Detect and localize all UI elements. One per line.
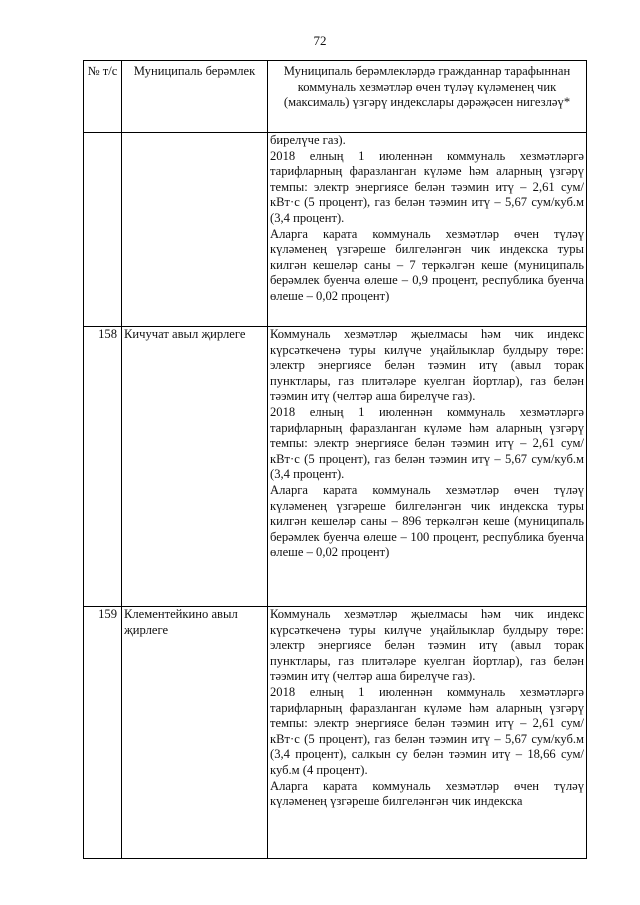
page-number: 72: [313, 33, 327, 48]
row-number: 158: [84, 327, 122, 607]
description-paragraph: 2018 елның 1 июленнән коммуналь хезмәтләргә тарифларның фаразланган күләме һәм аларның үзгәрү темпы: электр энергиясе белән тәэмин итү – 2,61 сум/кВт·с (5 процент), газ белән тәэмин итү – 5,67 сум/куб.м (3,4 процент).: [270, 404, 584, 482]
description-paragraph: 2018 елның 1 июленнән коммуналь хезмәтләргә тарифларның фаразланган күләме һәм аларның үзгәрү темпы: электр энергиясе белән тәэмин итү – 2,61 сум/кВт·с (5 процент), газ белән тәэмин итү – 5,67 сум/куб.м (3,4 процент), салкын су белән тәэмин итү – 18,66 сум/куб.м (4 процент).: [270, 684, 584, 777]
row-description: [268, 607, 587, 859]
description-paragraph: Коммуналь хезмәтләр җыелмасы һәм чик индекс күрсәткеченә туры килүче уңайлыклар булдыру төре: электр энергиясе белән тәэмин итү (авыл торак пунктлары, газ плитәләре куелган йортлар), газ белән тәэмин итү (челтәр аша бирелүче газ).: [270, 607, 584, 684]
table-row: [84, 607, 587, 859]
header-description: Муниципаль берәмлекләрдә гражданнар тарафыннан коммуналь хезмәтләр өчен түләү күләменең чик (максималь) үзгәрү индекслары дәрәҗәсен нигезләү*: [268, 61, 587, 133]
description-paragraph: Аларга карата коммуналь хезмәтләр өчен түләү күләменең үзгәреше билгеләнгән чик индекска туры килгән кешеләр саны – 7 теркәлгән кеше (муниципаль берәмлек буенча өлеше – 0,9 процент, республика буенча өлеше – 0,02 процент): [270, 226, 584, 303]
header-municipality: Муниципаль берәмлек: [122, 61, 268, 133]
table-row: [84, 133, 587, 327]
table-row: [84, 327, 587, 607]
row-number: [84, 133, 122, 327]
row-description: [268, 133, 587, 327]
row-description: [268, 327, 587, 607]
header-number: № т/с: [84, 61, 122, 133]
description-paragraph: Аларга карата коммуналь хезмәтләр өчен түләү күләменең үзгәреше билгеләнгән чик индекска: [270, 778, 584, 809]
row-number: 159: [84, 607, 122, 859]
table-header-row: [84, 61, 587, 133]
row-municipality: [122, 133, 268, 327]
utility-index-table: [83, 60, 587, 859]
description-paragraph: бирелүче газ).: [270, 133, 346, 147]
row-municipality: Кичучат авыл җирлеге: [122, 327, 268, 607]
description-paragraph: Аларга карата коммуналь хезмәтләр өчен түләү күләменең үзгәреше билгеләнгән чик индекска туры килгән кешеләр саны – 896 теркәлгән кеше (муниципаль берәмлек буенча өлеше – 100 процент, республика буенча өлеше – 0,02 процент): [270, 482, 584, 560]
description-paragraph: Коммуналь хезмәтләр җыелмасы һәм чик индекс күрсәткеченә туры килүче уңайлыклар булдыру төре: электр энергиясе белән тәэмин итү (авыл торак пунктлары, газ плитәләре куелган йортлар), газ белән тәэмин итү (челтәр аша бирелүче газ).: [270, 327, 584, 404]
row-municipality: Клементейкино авыл җирлеге: [122, 607, 268, 859]
description-paragraph: 2018 елның 1 июленнән коммуналь хезмәтләргә тарифларның фаразланган күләме һәм аларның үзгәрү темпы: электр энергиясе белән тәэмин итү – 2,61 сум/кВт·с (5 процент), газ белән тәэмин итү – 5,67 сум/куб.м (3,4 процент).: [270, 148, 584, 225]
